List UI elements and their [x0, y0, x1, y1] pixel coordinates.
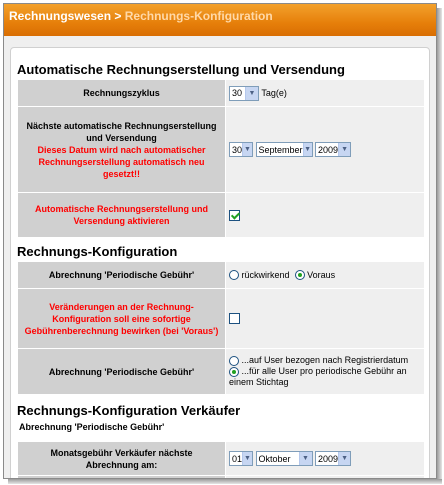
next-date-label [18, 107, 226, 193]
seller-subheading: Abrechnung 'Periodische Gebühr' [19, 422, 165, 432]
seller-month-select[interactable] [256, 451, 313, 466]
radio-all-users-label: ...für alle User pro periodische Gebühr an einem Stichtag [229, 366, 407, 387]
billing-cycle-select[interactable] [229, 86, 259, 101]
seller-year-select[interactable] [315, 451, 351, 466]
section-heading-seller: Rechnungs-Konfiguration Verkäufer [17, 403, 241, 418]
config-settings-table [17, 261, 425, 395]
row-seller-next [18, 476, 425, 480]
chevron-down-icon: ▼ [242, 143, 252, 156]
row-seller-monthly [18, 442, 425, 476]
window-shadow-right [437, 8, 442, 482]
seller-settings-table [17, 441, 425, 479]
breadcrumb-separator: > [114, 9, 122, 23]
row-immediate-calc [18, 289, 425, 349]
breadcrumb-current: Rechnungs-Konfiguration [124, 9, 273, 23]
breadcrumb [4, 4, 436, 36]
periodic-fee-2-cell [226, 349, 425, 395]
chevron-down-icon: ▼ [338, 143, 350, 156]
radio-retroactive[interactable] [229, 270, 239, 280]
seller-next-cell [226, 476, 425, 480]
window-shadow-bottom [8, 479, 442, 484]
seller-monthly-label: Monatsgebühr Verkäufer nächste Abrechnung am: [18, 442, 226, 476]
row-next-date [18, 107, 425, 193]
auto-enable-checkbox[interactable] [229, 210, 240, 221]
row-periodic-fee-1 [18, 262, 425, 289]
seller-day-value: 01 [232, 453, 243, 464]
automatic-settings-table [17, 79, 425, 238]
billing-cycle-label: Rechnungszyklus [18, 80, 226, 107]
chevron-down-icon: ▼ [242, 452, 252, 465]
row-periodic-fee-2 [18, 349, 425, 395]
seller-year-value: 2009 [318, 453, 339, 464]
chevron-down-icon: ▼ [245, 87, 258, 100]
billing-cycle-value: 30 [232, 88, 243, 98]
option-user-row [229, 355, 421, 366]
next-date-day-value: 30 [232, 144, 243, 155]
next-date-warning: Dieses Datum wird nach automatischer Rechnungserstellung automatisch neu gesetzt!! [37, 144, 206, 179]
window-frame [3, 3, 437, 479]
option-all-row [229, 366, 421, 388]
breadcrumb-root-link[interactable]: Rechnungswesen [9, 9, 112, 23]
auto-enable-label: Automatische Rechnungserstellung und Versendung aktivieren [18, 193, 226, 238]
radio-retroactive-label: rückwirkend [241, 269, 290, 280]
chevron-down-icon: ▼ [338, 452, 350, 465]
immediate-calc-label: Veränderungen an der Rechnung-Konfiguration soll eine sofortige Gebührenberechnung bewirken (bei 'Voraus') [18, 289, 226, 349]
periodic-fee-1-cell [226, 262, 425, 289]
chevron-down-icon: ▼ [303, 143, 312, 156]
row-billing-cycle [18, 80, 425, 107]
radio-in-advance[interactable] [295, 270, 305, 280]
immediate-calc-cell [226, 289, 425, 349]
seller-monthly-cell [226, 442, 425, 476]
periodic-fee-1-label: Abrechnung 'Periodische Gebühr' [18, 262, 226, 289]
radio-all-users[interactable] [229, 367, 239, 377]
next-date-year-value: 2009 [318, 144, 339, 155]
auto-enable-cell [226, 193, 425, 238]
next-date-cell [226, 107, 425, 193]
radio-per-user[interactable] [229, 356, 239, 366]
next-date-year-select[interactable] [315, 142, 351, 157]
radio-in-advance-label: Voraus [307, 269, 336, 280]
radio-per-user-label: ...auf User bezogen nach Registrierdatum [241, 355, 409, 365]
billing-cycle-cell [226, 80, 425, 107]
chevron-down-icon: ▼ [299, 452, 312, 465]
section-heading-automatic: Automatische Rechnungserstellung und Versendung [17, 62, 345, 77]
seller-month-value: Oktober [258, 453, 291, 464]
content-panel [10, 47, 430, 479]
seller-next-label [18, 476, 226, 480]
periodic-fee-2-label: Abrechnung 'Periodische Gebühr' [18, 349, 226, 395]
row-auto-enable [18, 193, 425, 238]
next-date-month-select[interactable] [256, 142, 313, 157]
immediate-calc-checkbox[interactable] [229, 313, 240, 324]
next-date-day-select[interactable] [229, 142, 253, 157]
section-heading-config: Rechnungs-Konfiguration [17, 244, 178, 259]
next-date-month-value: September [258, 144, 303, 155]
seller-day-select[interactable] [229, 451, 253, 466]
next-date-label-text: Nächste automatische Rechnungserstellung und Versendung [26, 120, 217, 143]
billing-cycle-unit: Tag(e) [261, 87, 287, 98]
